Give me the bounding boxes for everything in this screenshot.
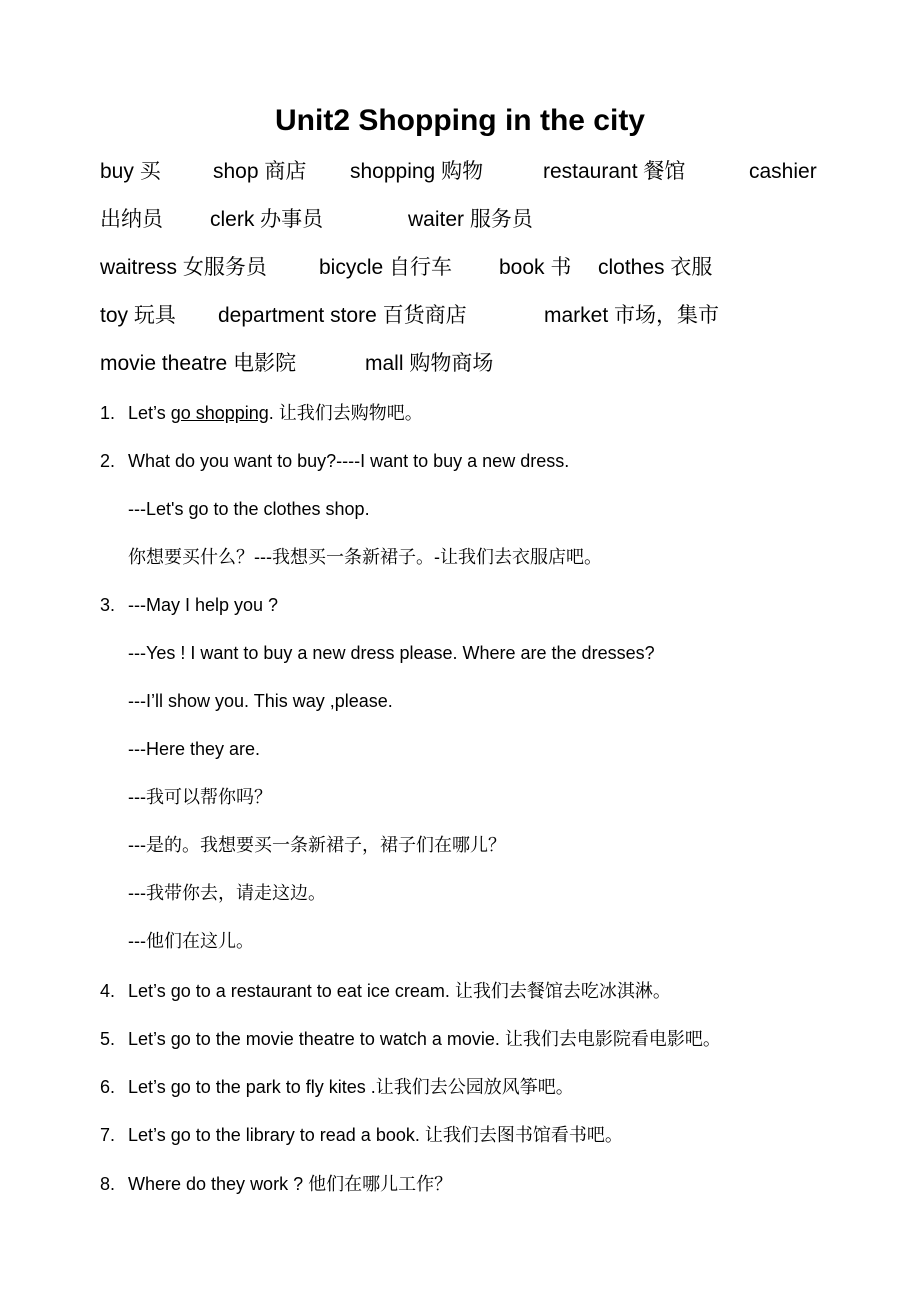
list-number: 1. <box>100 403 116 423</box>
list-item-7 <box>100 1121 623 1149</box>
vocab-line-2 <box>100 205 533 235</box>
vocab-clerk: clerk 办事员 <box>210 208 324 231</box>
list-item-8 <box>100 1170 452 1198</box>
list-number: 7. <box>100 1125 116 1145</box>
underlined-phrase: go shopping <box>170 403 269 423</box>
dialog-line: ---Let's go to the clothes shop. <box>128 499 370 519</box>
vocab-cashier-cn: 出纳员 <box>100 208 163 231</box>
page-title: Unit2 Shopping in the city <box>275 104 645 137</box>
vocab-department-store: department store 百货商店 <box>218 304 467 327</box>
list-number: 3. <box>100 595 116 615</box>
item-text: ---May I help you ? <box>128 595 279 615</box>
list-item-5 <box>100 1025 721 1053</box>
dialog-line: ---I’ll show you. This way ,please. <box>128 691 393 711</box>
vocab-movie-theatre: movie theatre 电影院 <box>100 352 297 375</box>
vocab-shopping: shopping 购物 <box>350 160 484 183</box>
list-item-6 <box>100 1073 574 1101</box>
item-text: Let’s <box>128 403 171 423</box>
list-number: 5. <box>100 1029 116 1049</box>
item-text: Let’s go to the park to fly kites .让我们去公园放风筝吧。 <box>128 1077 574 1097</box>
list-item-3 <box>100 591 278 619</box>
vocab-clothes: clothes 衣服 <box>598 256 713 279</box>
dialog-line: ---我带你去，请走这边。 <box>128 883 326 903</box>
dialog-line: ---Yes ! I want to buy a new dress please. Where are the dresses? <box>128 643 655 663</box>
vocab-toy: toy 玩具 <box>100 304 176 327</box>
list-item-2 <box>100 447 569 475</box>
dialog-line: ---我可以帮你吗？ <box>128 787 272 807</box>
item-text: Where do they work ? 他们在哪儿工作？ <box>128 1174 453 1194</box>
vocab-waiter: waiter 服务员 <box>408 208 533 231</box>
dialog-line: ---是的。我想要买一条新裙子，裙子们在哪儿？ <box>128 835 506 855</box>
item-text: . 让我们去购物吧。 <box>268 403 423 423</box>
list-item-1 <box>100 399 423 427</box>
vocab-book: book 书 <box>499 256 572 279</box>
list-item-4 <box>100 977 671 1005</box>
list-number: 8. <box>100 1174 116 1194</box>
item-text: What do you want to buy?----I want to buy a new dress. <box>128 451 570 471</box>
item-text: Let’s go to a restaurant to eat ice cream. 让我们去餐馆去吃冰淇淋。 <box>128 981 671 1001</box>
vocab-restaurant: restaurant 餐馆 <box>543 160 686 183</box>
vocab-line-1 <box>100 157 817 187</box>
item-text: Let’s go to the movie theatre to watch a movie. 让我们去电影院看电影吧。 <box>128 1029 721 1049</box>
vocab-line-4 <box>100 301 719 331</box>
vocab-mall: mall 购物商场 <box>365 352 494 375</box>
vocab-bicycle: bicycle 自行车 <box>319 256 453 279</box>
vocab-market: market 市场，集市 <box>544 304 720 327</box>
list-number: 4. <box>100 981 116 1001</box>
vocab-buy: buy 买 <box>100 160 161 183</box>
dialog-line: ---他们在这儿。 <box>128 931 254 951</box>
list-number: 2. <box>100 451 116 471</box>
vocab-shop: shop 商店 <box>213 160 307 183</box>
vocab-line-3 <box>100 253 712 283</box>
dialog-line: 你想要买什么？---我想买一条新裙子。-让我们去衣服店吧。 <box>128 547 602 567</box>
vocab-cashier: cashier <box>749 160 817 183</box>
list-number: 6. <box>100 1077 116 1097</box>
vocab-line-5 <box>100 349 493 379</box>
item-text: Let’s go to the library to read a book. 让我们去图书馆看书吧。 <box>128 1125 623 1145</box>
dialog-line: ---Here they are. <box>128 739 261 759</box>
vocab-waitress: waitress 女服务员 <box>100 256 267 279</box>
